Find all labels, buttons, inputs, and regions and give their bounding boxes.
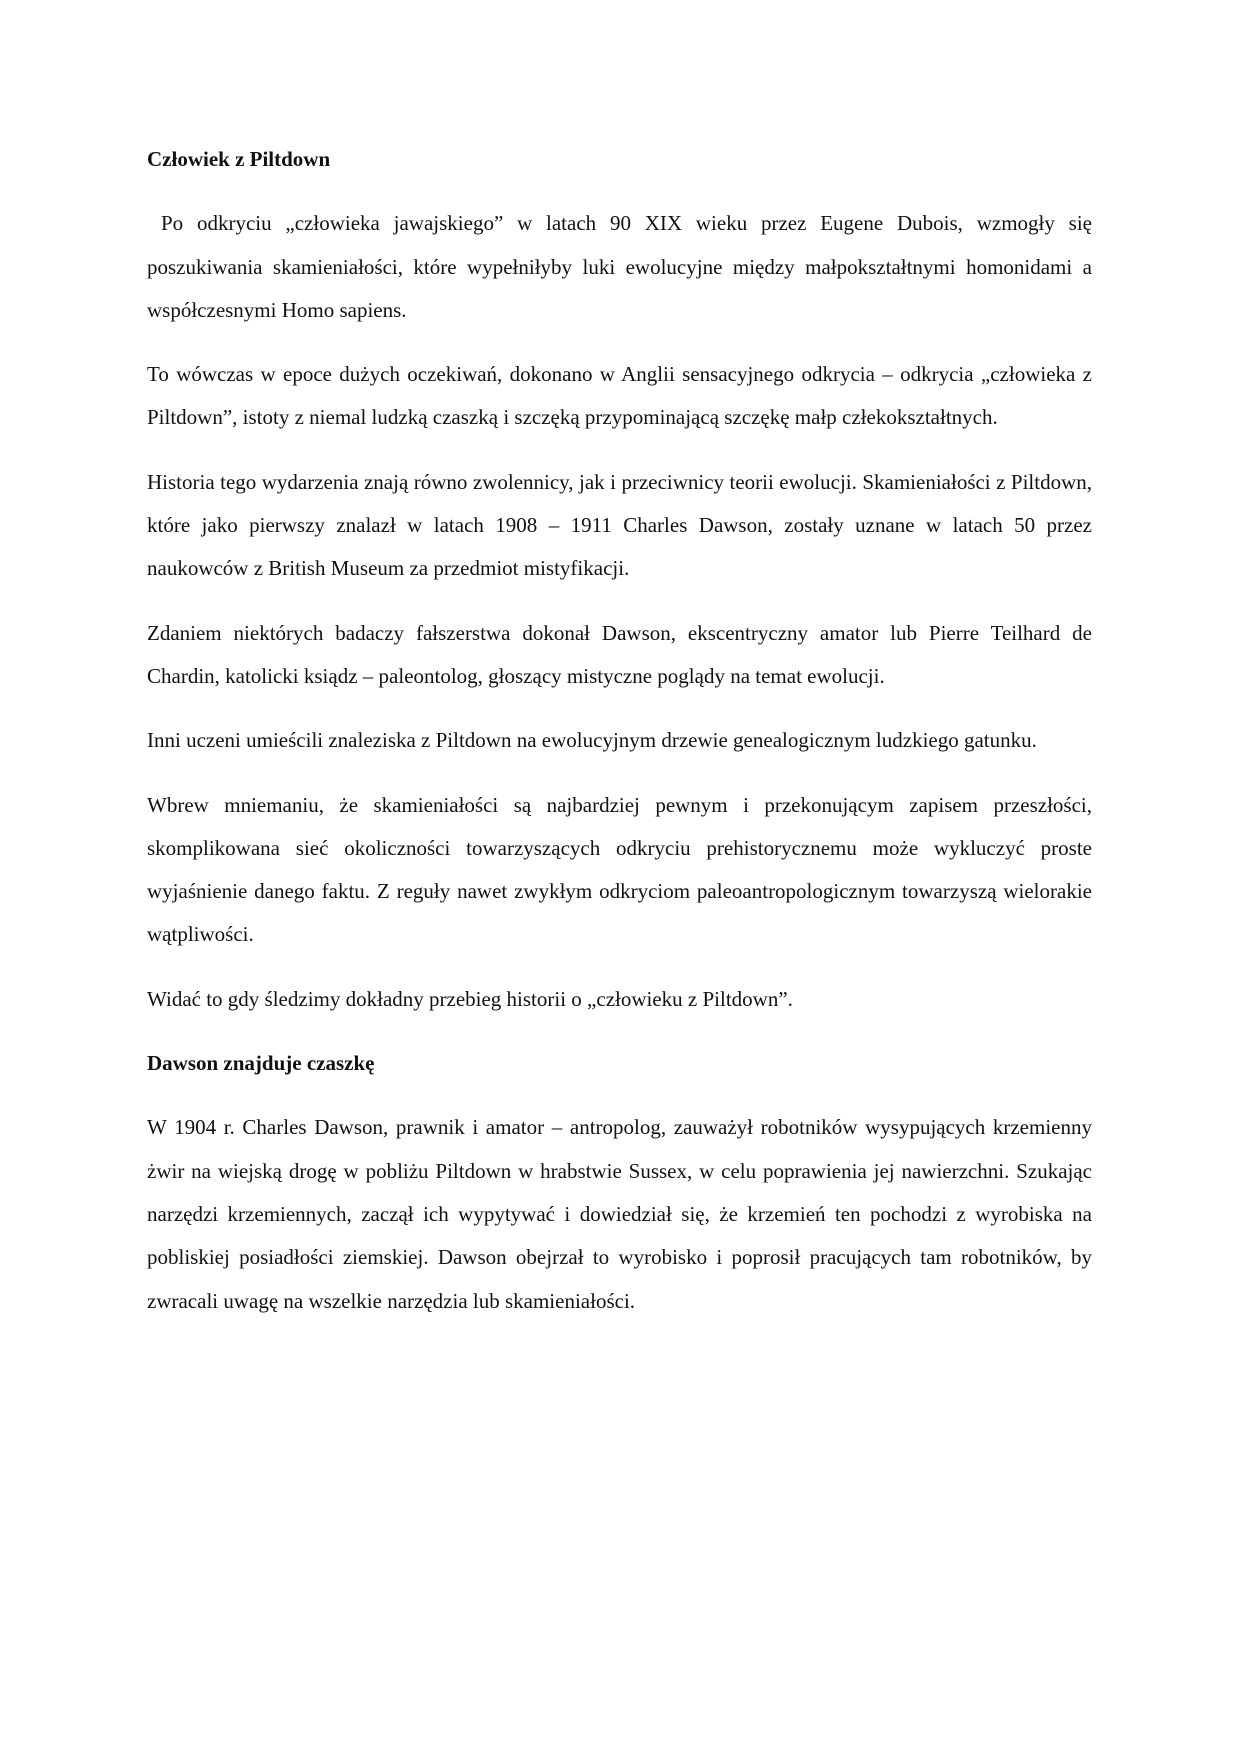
- document-title: Człowiek z Piltdown: [147, 147, 331, 171]
- paragraph-intro-4: Zdaniem niektórych badaczy fałszerstwa dokonał Dawson, ekscentryczny amator lub Pierre Teilhard de Chardin, katolicki ksiądz – paleontolog, głoszący mistyczne poglądy na temat ewolucji.: [147, 620, 1092, 688]
- section-heading: Dawson znajduje czaszkę: [147, 1051, 375, 1076]
- paragraph-section-1: W 1904 r. Charles Dawson, prawnik i amator – antropolog, zauważył robotników wysypujących krzemienny żwir na wiejską drogę w pobliżu Piltdown w hrabstwie Sussex, w celu poprawienia jej nawierzchni. Szukając narzędzi krzemiennych, zaczął ich wypytywać i dowiedział się, że krzemień ten pochodzi z wyrobiska na pobliskiej posiadłości ziemskiej. Dawson obejrzał to wyrobisko i poprosił pracujących tam robotników, by zwracali uwagę na wszelkie narzędzia lub skamieniałości.: [147, 1115, 1092, 1313]
- paragraph-intro-2: To wówczas w epoce dużych oczekiwań, dokonano w Anglii sensacyjnego odkrycia – odkrycia „człowieka z Piltdown”, istoty z niemal ludzką czaszką i szczęką przypominającą szczękę małp człekokształtnych.: [147, 362, 1092, 430]
- paragraph-intro-7: Widać to gdy śledzimy dokładny przebieg historii o „człowieku z Piltdown”.: [147, 986, 793, 1011]
- paragraph-intro-5: Inni uczeni umieścili znaleziska z Piltdown na ewolucyjnym drzewie genealogicznym ludzkiego gatunku.: [147, 728, 1037, 753]
- document-page: [147, 138, 1092, 1344]
- paragraph-intro-1: Po odkryciu „człowieka jawajskiego” w latach 90 XIX wieku przez Eugene Dubois, wzmogły się poszukiwania skamieniałości, które wypełniłyby luki ewolucyjne między małpokształtnymi homonidami a współczesnymi Homo sapiens.: [147, 211, 1092, 322]
- paragraph-intro-6: Wbrew mniemaniu, że skamieniałości są najbardziej pewnym i przekonującym zapisem przeszłości, skomplikowana sieć okoliczności towarzyszących odkryciu prehistorycznemu może wykluczyć proste wyjaśnienie danego faktu. Z reguły nawet zwykłym odkryciom paleoantropologicznym towarzyszą wielorakie wątpliwości.: [147, 792, 1092, 947]
- paragraph-intro-3: Historia tego wydarzenia znają równo zwolennicy, jak i przeciwnicy teorii ewolucji. Skamieniałości z Piltdown, które jako pierwszy znalazł w latach 1908 – 1911 Charles Dawson, zostały uznane w latach 50 przez naukowców z British Museum za przedmiot mistyfikacji.: [147, 469, 1092, 581]
